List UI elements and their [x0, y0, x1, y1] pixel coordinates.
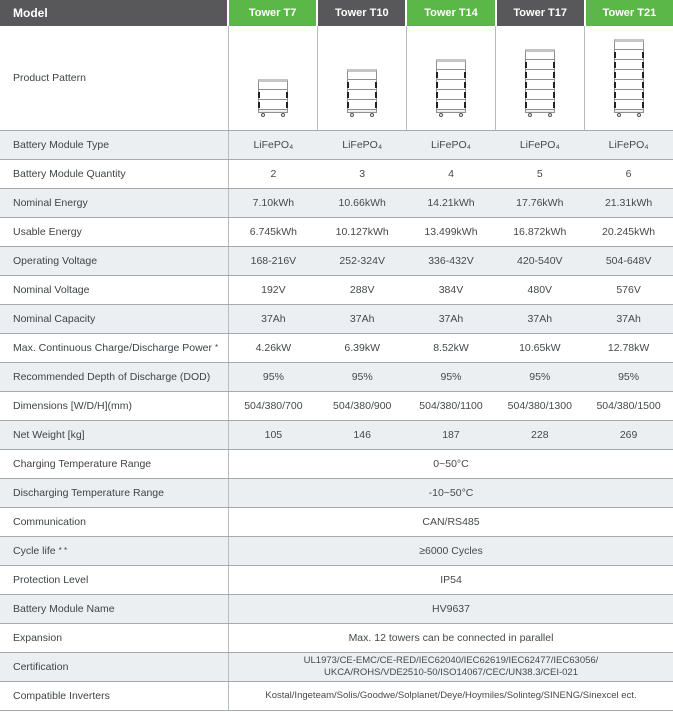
tower-module-segment: [258, 99, 288, 110]
row-value-line: CAN/RS485: [422, 516, 480, 528]
row-value: 384V: [438, 284, 464, 296]
tower-column: [407, 26, 496, 130]
row-value-line: -10~50°C: [428, 487, 474, 499]
row-label: Battery Module Name: [13, 603, 115, 615]
column-header-label: Tower T10: [335, 7, 389, 19]
row-label: Compatible Inverters: [13, 690, 110, 702]
row-values: [229, 247, 673, 275]
row-value-line: ≥6000 Cycles: [419, 545, 483, 557]
row-value: 105: [264, 429, 283, 441]
row-value: 7.10kWh: [252, 197, 295, 209]
row-value: 504/380/1500: [596, 400, 661, 412]
row-values: [229, 189, 673, 217]
row-value-line: HV9637: [432, 603, 470, 615]
row-values: [229, 160, 673, 188]
spec-rows: [0, 131, 673, 711]
row-label: Expansion: [13, 632, 63, 644]
row-label: Usable Energy: [13, 226, 82, 238]
row-label-cell: [0, 218, 229, 246]
row-label-cell: [0, 189, 229, 217]
model-header-label: Model: [13, 6, 48, 20]
tower-illustration: [436, 59, 466, 117]
row-span-value: [229, 508, 673, 536]
row-value: 8.52kW: [433, 342, 469, 354]
tower-column: [229, 26, 318, 130]
row-values: [229, 392, 673, 420]
row-label: Battery Module Quantity: [13, 168, 126, 180]
row-label: Battery Module Type: [13, 139, 110, 151]
row-values: [229, 363, 673, 391]
row-span-value: [229, 682, 673, 710]
row-label: Nominal Energy: [13, 197, 88, 209]
column-header-tower-t7: [229, 0, 316, 26]
tower-wheels-icon: [347, 113, 377, 117]
row-value: 2: [270, 168, 277, 180]
row-label: Dimensions [W/D/H](mm): [13, 400, 133, 412]
row-span-value: [229, 537, 673, 565]
tower-wheels-icon: [258, 113, 288, 117]
row-value-line: IP54: [440, 574, 462, 586]
row-values: [229, 131, 673, 159]
row-label-cell: [0, 247, 229, 275]
row-value: 6: [625, 168, 632, 180]
spec-row: [0, 160, 673, 189]
row-value: 5: [536, 168, 543, 180]
row-label-cell: [0, 682, 229, 710]
row-value: LiFePO₄: [253, 139, 294, 151]
row-label: Charging Temperature Range: [13, 458, 152, 470]
spec-row: [0, 131, 673, 160]
row-value: 95%: [618, 371, 640, 383]
column-header-tower-t17: [497, 0, 584, 26]
row-value: 420-540V: [517, 255, 563, 267]
column-header-tower-t21: [586, 0, 673, 26]
row-label-cell: [0, 392, 229, 420]
row-label-cell: [0, 305, 229, 333]
spec-row: [0, 363, 673, 392]
spec-row: [0, 682, 673, 711]
column-header-label: Tower T21: [602, 7, 657, 19]
row-value: 288V: [349, 284, 375, 296]
row-value: 16.872kWh: [513, 226, 567, 238]
row-label-cell: [0, 479, 229, 507]
row-label-footnote: *: [215, 342, 219, 352]
row-value: 37Ah: [438, 313, 464, 325]
spec-row: [0, 247, 673, 276]
row-value: 95%: [351, 371, 373, 383]
product-pattern-row: [0, 26, 673, 131]
row-value-line: 0~50°C: [433, 458, 469, 470]
row-value: 20.245kWh: [602, 226, 656, 238]
row-values: [229, 276, 673, 304]
row-label: Max. Continuous Charge/Discharge Power: [13, 342, 213, 354]
row-label-cell: [0, 595, 229, 623]
row-span-value: [229, 566, 673, 594]
row-value: LiFePO₄: [608, 139, 649, 151]
row-value: 4: [448, 168, 454, 180]
row-value: 14.21kWh: [427, 197, 475, 209]
row-label: Certification: [13, 661, 69, 673]
row-value: 187: [442, 429, 460, 441]
row-label-cell: [0, 421, 229, 449]
tower-wheels-icon: [525, 113, 555, 117]
tower-wheels-icon: [436, 113, 466, 117]
row-value: 504/380/1300: [507, 400, 572, 412]
row-value-line: Kostal/Ingeteam/Solis/Goodwe/Solplanet/Deye/Hoymiles/Solinteg/SINENG/Sinexcel ect.: [265, 690, 637, 701]
tower-illustration: [525, 49, 555, 117]
row-value: 252-324V: [339, 255, 385, 267]
row-label-cell: [0, 334, 229, 362]
row-value: 21.31kWh: [604, 197, 653, 209]
row-label: Communication: [13, 516, 86, 528]
row-value: 168-216V: [250, 255, 297, 267]
tower-module-segment: [436, 99, 466, 110]
row-value: 37Ah: [527, 313, 553, 325]
row-span-value: [229, 595, 673, 623]
row-value-line: Max. 12 towers can be connected in parallel: [348, 632, 554, 644]
column-header-label: Tower T7: [248, 7, 297, 19]
row-value: 10.65kW: [519, 342, 561, 354]
column-header-label: Tower T14: [424, 7, 478, 19]
spec-row: [0, 508, 673, 537]
row-span-value: [229, 450, 673, 478]
spec-row: [0, 566, 673, 595]
row-value: 192V: [261, 284, 286, 296]
product-pattern-label-cell: [0, 26, 229, 130]
tower-module-segment: [347, 99, 377, 110]
row-value: 12.78kW: [607, 342, 650, 354]
row-label: Operating Voltage: [13, 255, 98, 267]
column-header-tower-t14: [407, 0, 494, 26]
row-value: 95%: [529, 371, 551, 383]
spec-row: [0, 421, 673, 450]
spec-row: [0, 218, 673, 247]
spec-row: [0, 595, 673, 624]
row-label: Cycle life: [13, 545, 56, 557]
row-span-value: [229, 624, 673, 652]
row-value: 269: [619, 429, 638, 441]
row-value: 10.127kWh: [335, 226, 389, 238]
row-span-value: [229, 479, 673, 507]
tower-column: [318, 26, 407, 130]
row-label-cell: [0, 566, 229, 594]
tower-illustration: [614, 39, 644, 117]
row-values: [229, 421, 673, 449]
row-value: 228: [531, 429, 549, 441]
row-value: 95%: [262, 371, 284, 383]
spec-row: [0, 334, 673, 363]
row-label: Recommended Depth of Discharge (DOD): [13, 371, 211, 383]
table-header: [0, 0, 673, 26]
row-value: 504/380/1100: [419, 400, 483, 412]
row-value: 504/380/900: [332, 400, 392, 412]
spec-row: [0, 305, 673, 334]
column-header-label: Tower T17: [513, 7, 567, 19]
row-label-cell: [0, 508, 229, 536]
spec-row: [0, 479, 673, 508]
row-value: 37Ah: [349, 313, 375, 325]
row-value: 504/380/700: [244, 400, 303, 412]
row-value: 4.26kW: [255, 342, 292, 354]
spec-row: [0, 624, 673, 653]
tower-module-segment: [525, 99, 555, 110]
row-value: 95%: [440, 371, 462, 383]
row-value: 37Ah: [261, 313, 286, 325]
tower-column: [585, 26, 673, 130]
row-values: [229, 218, 673, 246]
tower-column: [496, 26, 585, 130]
tower-wheels-icon: [614, 113, 644, 117]
row-span-value: [229, 653, 673, 681]
row-value: 3: [359, 168, 366, 180]
row-label-cell: [0, 653, 229, 681]
row-value: 504-648V: [605, 255, 652, 267]
row-values: [229, 305, 673, 333]
row-value: 6.745kWh: [249, 226, 298, 238]
spec-row: [0, 450, 673, 479]
row-value: 37Ah: [616, 313, 641, 325]
row-label: Product Pattern: [13, 72, 86, 84]
row-value: 576V: [616, 284, 641, 296]
product-pattern-towers: [229, 26, 673, 130]
spec-row: [0, 189, 673, 218]
row-label-cell: [0, 450, 229, 478]
row-value: 336-432V: [428, 255, 474, 267]
tower-illustration: [258, 79, 288, 117]
row-value: 6.39kW: [344, 342, 380, 354]
spec-row: [0, 537, 673, 566]
row-value: LiFePO₄: [519, 139, 560, 151]
row-label-cell: [0, 537, 229, 565]
row-values: [229, 334, 673, 362]
row-label: Protection Level: [13, 574, 89, 586]
row-label: Net Weight [kg]: [13, 429, 85, 441]
row-value: 17.76kWh: [516, 197, 564, 209]
row-value: 13.499kWh: [424, 226, 478, 238]
row-label-cell: [0, 131, 229, 159]
row-label-footnote: * *: [58, 545, 68, 555]
row-label: Discharging Temperature Range: [13, 487, 164, 499]
tower-module-segment: [614, 99, 644, 110]
tower-illustration: [347, 69, 377, 117]
row-label-cell: [0, 160, 229, 188]
row-label: Nominal Capacity: [13, 313, 96, 325]
row-value: 10.66kWh: [338, 197, 386, 209]
spec-row: [0, 276, 673, 305]
spec-row: [0, 392, 673, 421]
row-label-cell: [0, 624, 229, 652]
row-value-line: UKCA/ROHS/VDE2510-50/ISO14067/CEC/UN38.3/CEI-021: [324, 667, 578, 678]
row-value: LiFePO₄: [431, 139, 471, 151]
row-value: LiFePO₄: [342, 139, 383, 151]
model-header-cell: [0, 0, 227, 26]
column-header-tower-t10: [318, 0, 405, 26]
row-label-cell: [0, 276, 229, 304]
spec-row: [0, 653, 673, 682]
row-label-cell: [0, 363, 229, 391]
row-value: 480V: [527, 284, 553, 296]
row-value-line: UL1973/CE-EMC/CE-RED/IEC62040/IEC62619/IEC62477/IEC63056/: [303, 655, 599, 666]
row-value: 146: [353, 429, 371, 441]
row-label: Nominal Voltage: [13, 284, 90, 296]
